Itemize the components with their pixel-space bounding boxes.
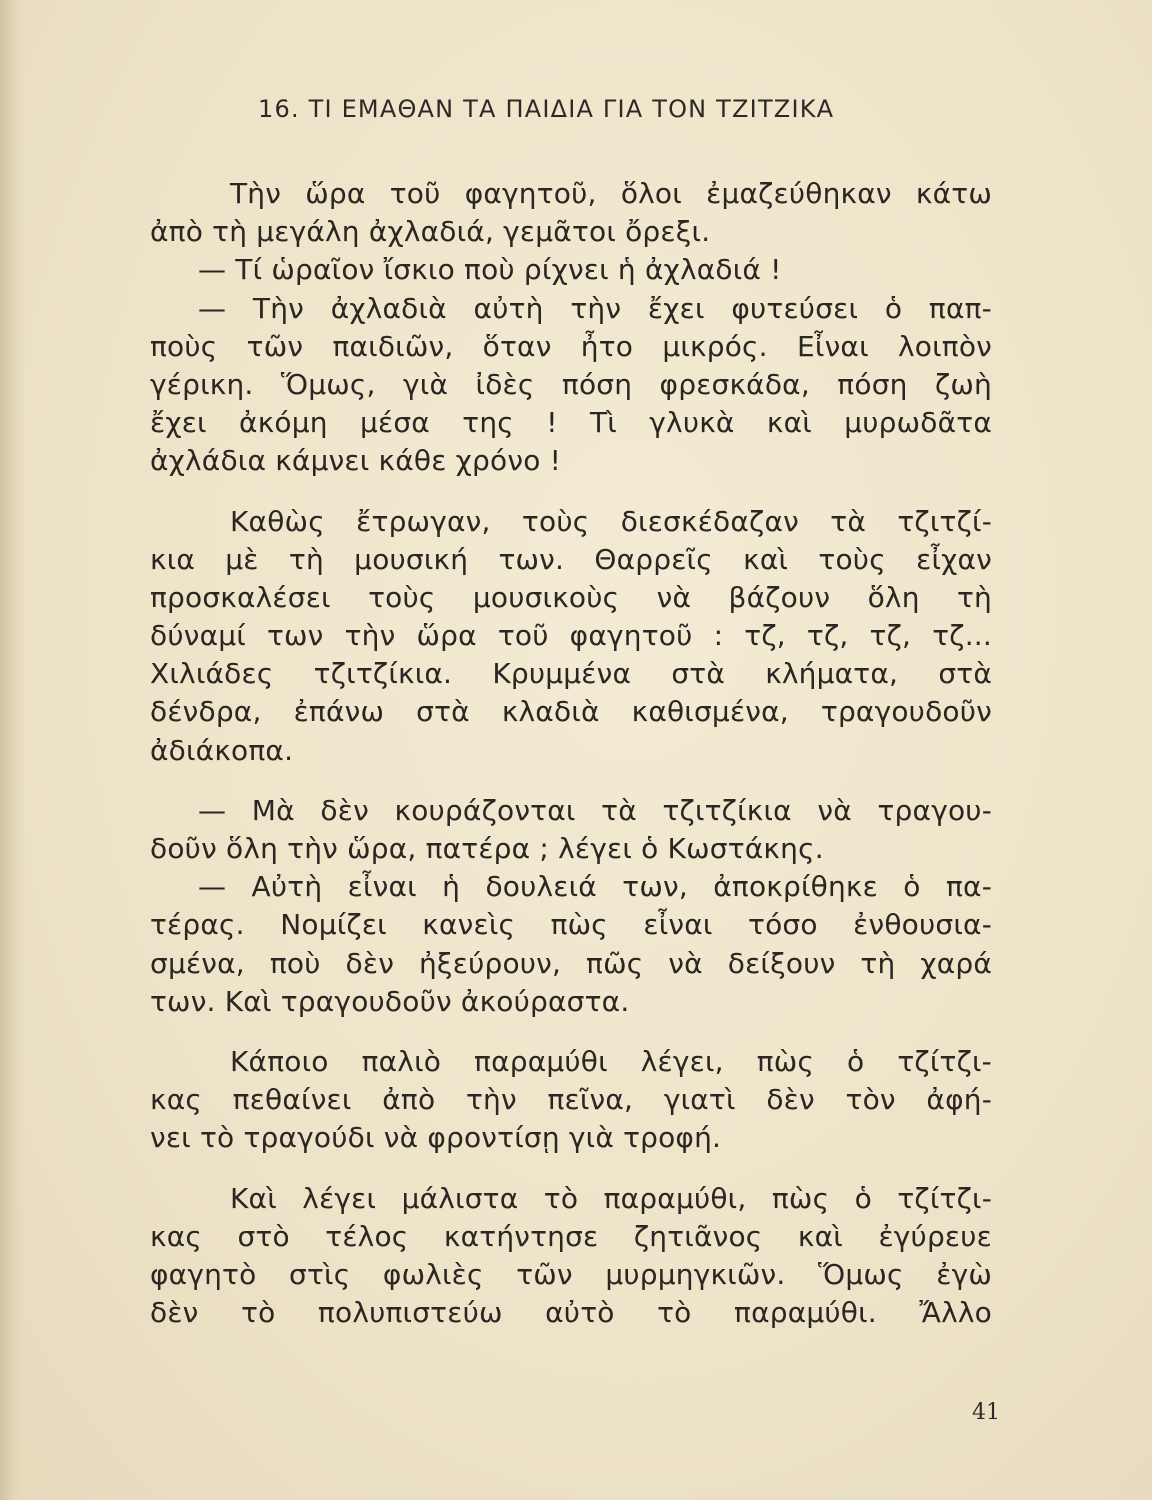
- page-number: 41: [972, 1400, 1000, 1425]
- text-line: δύναμί των τὴν ὥρα τοῦ φαγητοῦ : τζ, τζ, τζ, τζ...: [150, 619, 992, 653]
- text-line: σμένα, ποὺ δὲν ἠξεύρουν, πῶς νὰ δείξουν τὴ χαρά: [150, 946, 992, 980]
- text-line: δένδρα, ἐπάνω στὰ κλαδιὰ καθισμένα, τραγουδοῦν: [150, 695, 992, 729]
- text-line: κας στὸ τέλος κατήντησε ζητιᾶνος καὶ ἐγύρευε: [150, 1219, 992, 1253]
- text-line: Τὴν ὥρα τοῦ φαγητοῦ, ὅλοι ἐμαζεύθηκαν κάτω: [230, 177, 992, 210]
- text-line: — Τί ὡραῖον ἴσκιο ποὺ ρίχνει ἡ ἀχλαδιά !: [198, 253, 782, 287]
- text-line: ἀδιάκοπα.: [150, 733, 294, 767]
- text-line: Κάποιο παλιὸ παραμύθι λέγει, πὼς ὁ τζίτζι-: [230, 1044, 992, 1078]
- text-line: — Τὴν ἀχλαδιὰ αὐτὴ τὴν ἔχει φυτεύσει ὁ παπ-: [198, 291, 992, 325]
- text-line: Καθὼς ἔτρωγαν, τοὺς διεσκέδαζαν τὰ τζιτζί-: [230, 504, 992, 538]
- text-line: των. Καὶ τραγουδοῦν ἀκούραστα.: [150, 984, 630, 1018]
- text-line: δοῦν ὅλη τὴν ὥρα, πατέρα ; λέγει ὁ Κωστάκης.: [150, 832, 824, 865]
- text-line: — Αὐτὴ εἶναι ἡ δουλειά των, ἀποκρίθηκε ὁ πα-: [198, 870, 992, 904]
- text-line: φαγητὸ στὶς φωλιὲς τῶν μυρμηγκιῶν. Ὅμως ἐγὼ: [150, 1257, 992, 1291]
- text-line: — Μὰ δὲν κουράζονται τὰ τζιτζίκια νὰ τραγου-: [198, 793, 992, 827]
- text-line: δὲν τὸ πολυπιστεύω αὐτὸ τὸ παραμύθι. Ἄλλο: [150, 1296, 992, 1330]
- text-line: κια μὲ τὴ μουσική των. Θαρρεῖς καὶ τοὺς εἶχαν: [150, 542, 992, 576]
- chapter-title: 16. ΤΙ ΕΜΑΘΑΝ ΤΑ ΠΑΙΔΙΑ ΓΙΑ ΤΟΝ ΤΖΙΤΖΙΚΑ: [258, 95, 835, 123]
- text-line: προσκαλέσει τοὺς μουσικοὺς νὰ βάζουν ὅλη τὴ: [150, 580, 992, 614]
- body-text: [150, 175, 992, 1332]
- text-line: Χιλιάδες τζιτζίκια. Κρυμμένα στὰ κλήματα, στὰ: [150, 657, 992, 691]
- text-line: ἀχλάδια κάμνει κάθε χρόνο !: [150, 444, 562, 478]
- text-line: γέρικη. Ὅμως, γιὰ ἰδὲς πόση φρεσκάδα, πόση ζωὴ: [150, 367, 992, 401]
- text-line: νει τὸ τραγούδι νὰ φροντίσῃ γιὰ τροφή.: [150, 1121, 722, 1155]
- text-line: Καὶ λέγει μάλιστα τὸ παραμύθι, πὼς ὁ τζίτζι-: [230, 1181, 992, 1215]
- text-line: τέρας. Νομίζει κανεὶς πὼς εἶναι τόσο ἐνθουσια-: [150, 908, 992, 942]
- text-line: ἔχει ἀκόμη μέσα της ! Τὶ γλυκὰ καὶ μυρωδᾶτα: [150, 406, 992, 440]
- page-spine-shadow: [0, 0, 26, 1500]
- text-line: ἀπὸ τὴ μεγάλη ἀχλαδιά, γεμᾶτοι ὄρεξι.: [150, 215, 711, 249]
- text-line: ποὺς τῶν παιδιῶν, ὅταν ἦτο μικρός. Εἶναι λοιπὸν: [150, 329, 992, 363]
- text-line: κας πεθαίνει ἀπὸ τὴν πεῖνα, γιατὶ δὲν τὸν ἀφή-: [150, 1083, 992, 1117]
